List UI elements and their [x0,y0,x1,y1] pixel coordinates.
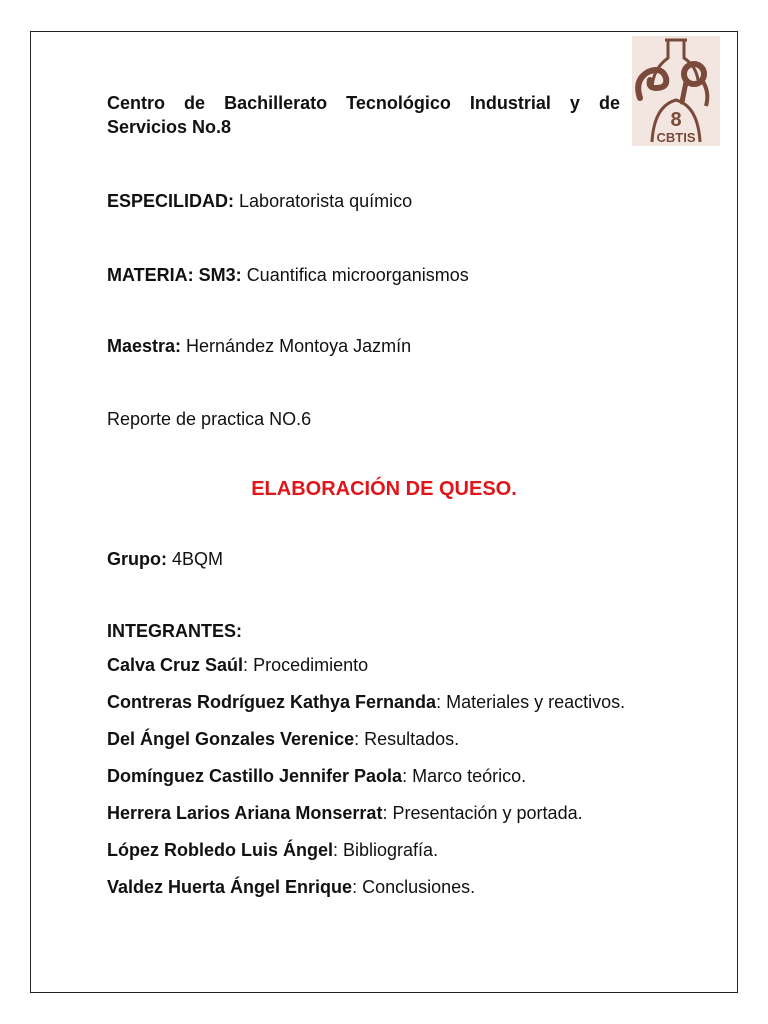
school-name: Centro de Bachillerato Tecnológico Industrial y de Servicios No.8 [107,93,620,137]
members-heading: INTEGRANTES: [107,621,242,641]
member-name: Contreras Rodríguez Kathya Fernanda [107,692,437,712]
list-item: Contreras Rodríguez Kathya Fernanda: Materiales y reactivos. [107,692,626,712]
list-item: López Robledo Luis Ángel: Bibliografía. [107,840,439,860]
member-role: Materiales y reactivos. [446,692,626,712]
cbtis-logo [632,36,720,146]
report-title: ELABORACIÓN DE QUESO. [251,478,517,500]
specialty-line [107,190,412,212]
list-item: Herrera Larios Ariana Monserrat: Presentación y portada. [107,803,583,823]
member-name: Calva Cruz Saúl [107,655,244,675]
specialty-value: Laboratorista químico [239,191,413,211]
member-role: Conclusiones. [362,877,476,897]
teacher-value: Hernández Montoya Jazmín [186,336,412,356]
member-role: Bibliografía. [343,840,439,860]
report-line: Reporte de practica NO.6 [107,409,312,429]
list-item: Calva Cruz Saúl: Procedimiento [107,655,369,675]
list-item: Del Ángel Gonzales Verenice: Resultados. [107,729,460,749]
member-role: Resultados. [364,729,460,749]
member-name: Valdez Huerta Ángel Enrique [107,877,353,897]
group-line [107,548,223,570]
member-role: Marco teórico. [412,766,527,786]
member-name: Del Ángel Gonzales Verenice [107,729,355,749]
teacher-line [107,335,411,357]
list-item: Valdez Huerta Ángel Enrique: Conclusiones. [107,877,476,897]
member-role: Presentación y portada. [392,803,583,823]
member-role: Procedimiento [253,655,369,675]
logo-number [670,109,681,131]
subject-label: MATERIA: SM3: [107,265,242,285]
member-name: Herrera Larios Ariana Monserrat [107,803,383,823]
specialty-label: ESPECILIDAD: [107,191,235,211]
subject-value: Cuantifica microorganismos [246,265,469,285]
teacher-label: Maestra: [107,336,182,356]
svg-text:CBTIS: CBTIS [656,130,696,145]
member-name: López Robledo Luis Ángel [107,840,333,860]
group-label: Grupo: [107,549,167,569]
subject-line [107,264,469,286]
members-list [107,654,627,913]
list-item: Domínguez Castillo Jennifer Paola: Marco teórico. [107,766,527,786]
group-value: 4BQM [172,549,224,569]
member-name: Domínguez Castillo Jennifer Paola [107,766,403,786]
logo-text [657,130,696,145]
svg-text:8: 8 [670,109,682,131]
